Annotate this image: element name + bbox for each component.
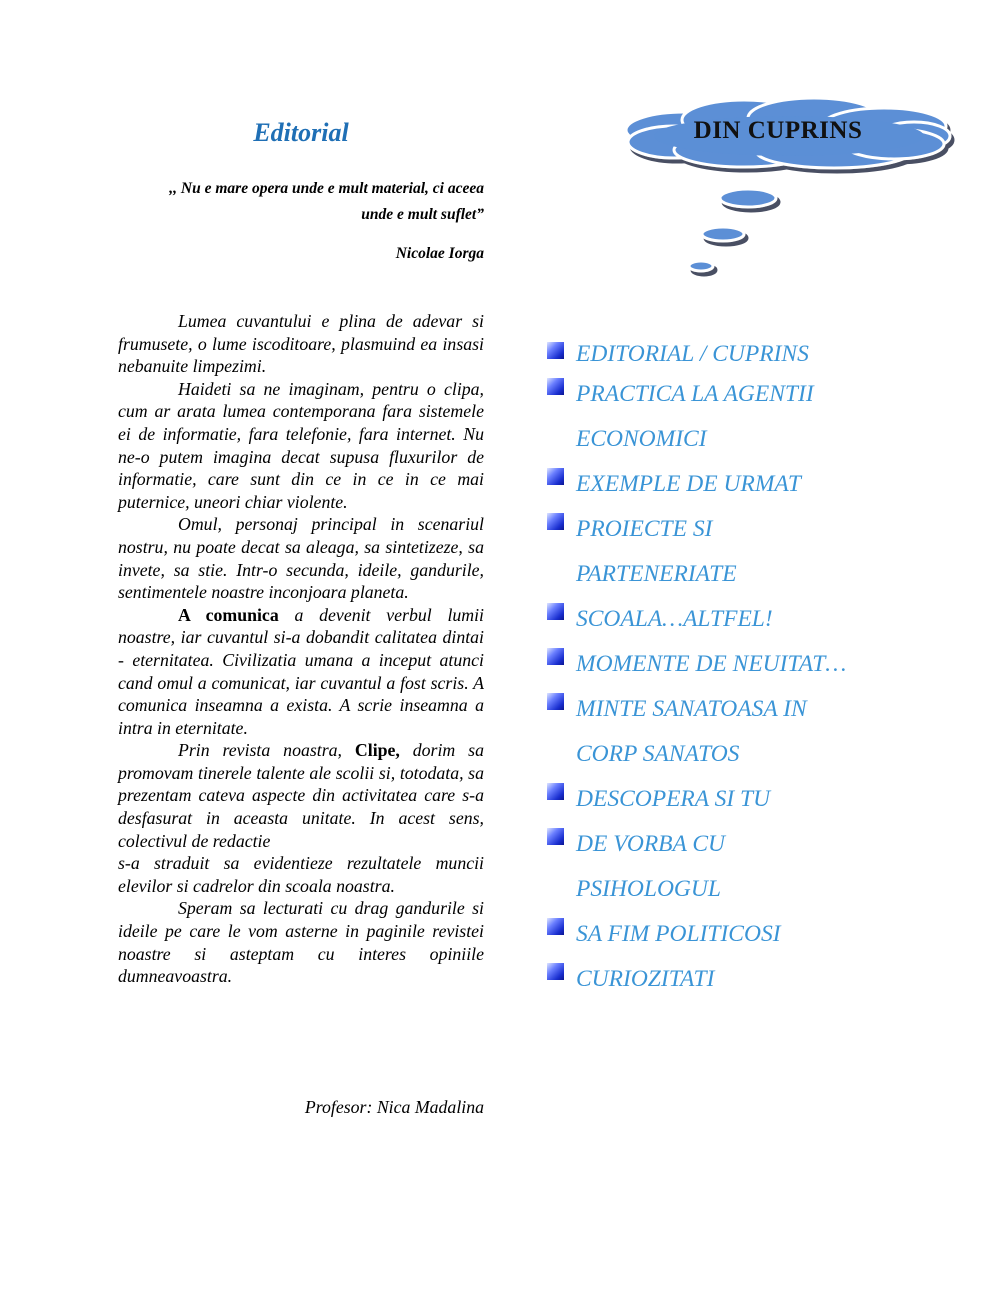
paragraph-5-start: Prin revista noastra,: [178, 740, 355, 761]
toc-item: [547, 462, 967, 507]
blue-square-bullet-icon: [547, 513, 564, 530]
toc-item-label: EDITORIAL / CUPRINS: [576, 341, 809, 367]
toc-item: [547, 957, 967, 1002]
toc-item-label: PARTENERIATE: [576, 561, 737, 587]
toc-item: [547, 372, 967, 462]
toc-item-label: SA FIM POLITICOSI: [576, 921, 781, 947]
blue-square-bullet-icon: [547, 603, 564, 620]
quote-line-1: ,, Nu e mare opera unde e mult material, ci aceea: [169, 180, 484, 197]
paragraph-3: Omul, personaj principal in scenariul nostru, nu poate decat sa aleaga, sa sintetizeze, sa invete, sa stie. Intr-o secunda, ideile, gandurile, sentimentele noastre inconjoara planeta.: [118, 514, 484, 603]
blue-square-bullet-icon: [547, 648, 564, 665]
toc-item: [547, 597, 967, 642]
toc-item: [547, 507, 967, 597]
bold-phrase-a-comunica: A comunica: [178, 604, 279, 625]
toc-item-label: EXEMPLE DE URMAT: [576, 471, 801, 497]
blue-square-bullet-icon: [547, 783, 564, 800]
toc-item-label: PROIECTE SI: [576, 516, 713, 542]
paragraph-4-text: a devenit verbul lumii noastre, iar cuvantul si-a dobandit calitatea dintai - eternitatea. Civilizatia umana a inceput atunci cand omul a comunicat, iar cuvantul a fost scris. A comunica inseamna a exista. A scrie inseamna a intra in eternitate.: [118, 604, 484, 738]
toc-item-label: CURIOZITATI: [576, 966, 715, 992]
blue-square-bullet-icon: [547, 342, 564, 359]
toc-item: [547, 777, 967, 822]
toc-item-label: SCOALA…ALTFEL!: [576, 606, 773, 632]
toc-item: [547, 642, 967, 687]
toc-item: [547, 336, 967, 372]
blue-square-bullet-icon: [547, 963, 564, 980]
editorial-body: [118, 310, 484, 988]
paragraph-1: Lumea cuvantului e plina de adevar si frumusete, o lume iscoditoare, plasmuind ea insasi nebanuite limpezimi.: [118, 311, 484, 377]
toc-item-label: MOMENTE DE NEUITAT…: [576, 651, 847, 677]
toc-item: [547, 822, 967, 912]
magazine-name: Clipe,: [354, 740, 400, 761]
quote-line-2: unde e mult suflet”: [361, 206, 484, 223]
blue-square-bullet-icon: [547, 693, 564, 710]
opening-quote: [118, 176, 484, 228]
toc-item: [547, 912, 967, 957]
toc-item-label: ECONOMICI: [576, 426, 707, 452]
paragraph-5-continued: s-a straduit sa evidentieze rezultatele muncii elevilor si cadrelor din scoala noastra.: [118, 853, 484, 896]
paragraph-2: Haideti sa ne imaginam, pentru o clipa, cum ar arata lumea contemporana fara sistemele ei de informatie, fara telefonie, fara internet. Nu ne-o putem imagina decat supusa fluxurilor de informatie, care sunt din ce in ce in ce mai puternice, uneori chiar violente.: [118, 378, 484, 512]
toc-item-label: CORP SANATOS: [576, 741, 740, 767]
editorial-title: Editorial: [253, 118, 349, 147]
toc-item-label: DE VORBA CU: [576, 831, 725, 857]
toc-item-label: DESCOPERA SI TU: [576, 786, 771, 812]
toc-item: [547, 687, 967, 777]
blue-square-bullet-icon: [547, 378, 564, 395]
cuprins-heading: DIN CUPRINS: [693, 117, 863, 144]
paragraph-6: Speram sa lecturati cu drag gandurile si ideile pe care le vom asterne in paginile revistei noastre si asteptam cu interes opiniile dumneavoastra.: [118, 898, 484, 987]
paragraph-5: [118, 739, 484, 852]
toc-item-label: PRACTICA LA AGENTII: [576, 381, 814, 407]
blue-square-bullet-icon: [547, 828, 564, 845]
toc-item-label: MINTE SANATOASA IN: [576, 696, 807, 722]
blue-square-bullet-icon: [547, 468, 564, 485]
table-of-contents: [547, 336, 967, 1002]
toc-item-label: PSIHOLOGUL: [576, 876, 721, 902]
author-signature: Profesor: Nica Madalina: [304, 1097, 484, 1117]
paragraph-5-text: dorim sa promovam tinerele talente ale scolii si, totodata, sa prezentam cateva aspecte din activitatea care s-a desfasurat in aceasta unitate. In acest sens, colectivul de redactie: [118, 740, 484, 851]
blue-square-bullet-icon: [547, 918, 564, 935]
paragraph-4: [118, 604, 484, 740]
quote-author: Nicolae Iorga: [395, 245, 484, 262]
